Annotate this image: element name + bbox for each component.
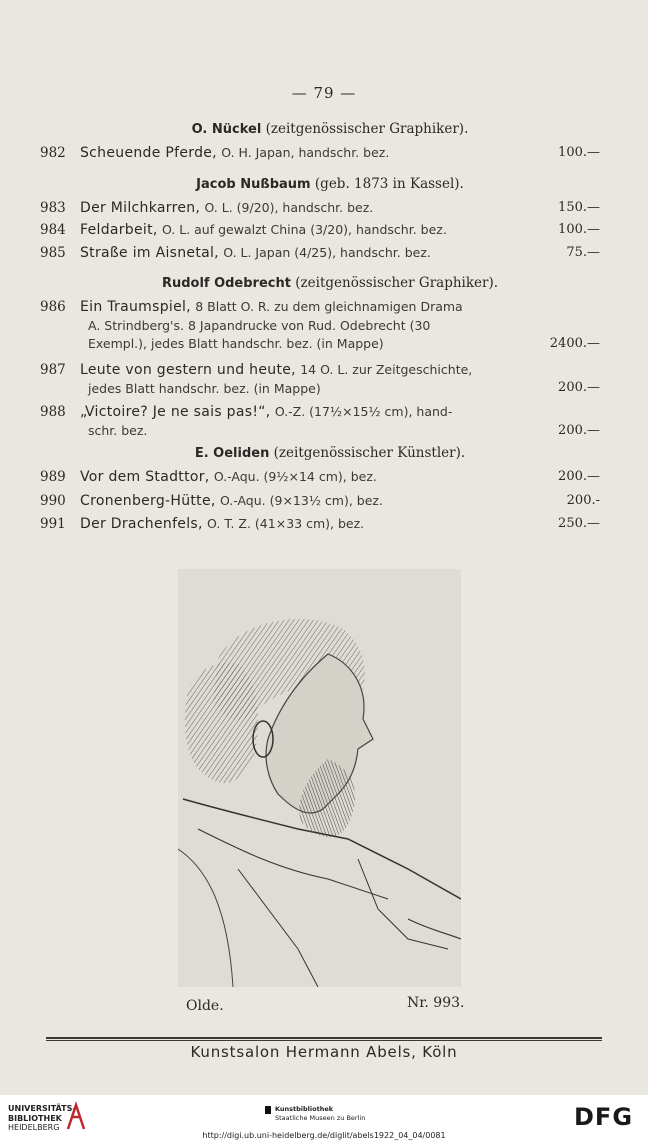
artwork-desc: O. L. Japan (4/25), handschr. bez. <box>223 245 431 260</box>
price: 250.— <box>558 516 600 531</box>
artwork-desc: O.-Aqu. (9×13½ cm), bez. <box>219 493 383 508</box>
catalog-entry <box>40 298 600 354</box>
kb-line-1: Kunstbibliothek <box>275 1105 334 1113</box>
artist-name: Jacob Nußbaum <box>196 177 311 192</box>
artist-name: E. Oeliden <box>194 446 270 461</box>
kb-square-icon <box>265 1106 271 1114</box>
artwork-title: Straße im Aisnetal, <box>80 245 219 261</box>
lot-number: 983 <box>40 200 66 216</box>
artwork-title: Der Drachenfels, <box>80 516 203 532</box>
artwork-desc: O. T. Z. (41×33 cm), bez. <box>207 516 365 531</box>
price: 200.— <box>558 469 600 484</box>
lot-number: 984 <box>40 222 66 238</box>
section-heading-odebrecht <box>60 275 600 291</box>
artwork-title: Der Milchkarren, <box>80 200 201 216</box>
artwork-desc: O. L. (9/20), handschr. bez. <box>204 200 374 215</box>
artwork-desc-line2: A. Strindberg's. 8 Japandrucke von Rud. Odebrecht (30 <box>88 317 431 333</box>
library-line-1: UNIVERSITÄTS- <box>8 1104 76 1113</box>
lot-number: 991 <box>40 516 66 532</box>
kunstbibliothek-logo[interactable] <box>275 1105 365 1123</box>
artwork-desc: O. H. Japan, handschr. bez. <box>221 145 390 160</box>
artwork-desc-line2: schr. bez. <box>88 422 148 438</box>
lot-number: 990 <box>40 493 66 509</box>
dfg-logo[interactable]: DFG <box>574 1103 634 1131</box>
kb-line-2: Staatliche Museen zu Berlin <box>275 1114 366 1122</box>
price: 200.— <box>558 380 600 395</box>
library-mark-icon <box>66 1101 86 1131</box>
artwork-desc: O. L. auf gewalzt China (3/20), handschr. bez. <box>161 222 447 237</box>
price: 100.— <box>558 145 600 160</box>
library-line-3: HEIDELBERG <box>8 1123 60 1132</box>
price: 200.— <box>558 423 600 438</box>
price: 150.— <box>558 200 600 215</box>
section-heading-nussbaum <box>60 176 600 192</box>
lot-number: 988 <box>40 404 66 420</box>
artwork-desc: 8 Blatt O. R. zu dem gleichnamigen Drama <box>195 299 463 314</box>
section-heading-oeliden <box>60 445 600 461</box>
lot-number: 982 <box>40 145 66 161</box>
digitization-footer <box>0 1095 648 1142</box>
artwork-title: Leute von gestern und heute, <box>80 362 296 378</box>
section-heading-nueckel <box>60 121 600 137</box>
artwork-desc: O.-Z. (17½×15½ cm), hand- <box>274 404 453 419</box>
divider <box>46 1040 602 1041</box>
price: 100.— <box>558 222 600 237</box>
lot-number: 987 <box>40 362 66 378</box>
artwork-desc-line2: jedes Blatt handschr. bez. (in Mappe) <box>88 380 321 396</box>
publisher-line: Kunstsalon Hermann Abels, Köln <box>190 1043 458 1061</box>
artwork-title: „Victoire? Je ne sais pas!“, <box>80 404 271 420</box>
artist-note: (zeitgenössischer Graphiker). <box>295 275 499 291</box>
source-url-link[interactable]: http://digi.ub.uni-heidelberg.de/diglit/abels1922_04_04/0081 <box>202 1131 446 1140</box>
lot-number: 986 <box>40 299 66 315</box>
lot-number: 985 <box>40 245 66 261</box>
price: 75.— <box>566 245 600 260</box>
divider <box>46 1037 602 1039</box>
catalog-entry <box>40 403 600 441</box>
portrait-sketch <box>178 569 461 987</box>
price: 200.- <box>566 493 600 508</box>
catalog-entry <box>40 361 600 399</box>
plate-artist-caption: Olde. <box>186 998 224 1014</box>
library-line-2: BIBLIOTHEK <box>8 1113 62 1123</box>
page-number: — 79 — <box>291 84 357 102</box>
portrait-etching-image <box>178 569 461 987</box>
artwork-desc: 14 O. L. zur Zeitgeschichte, <box>300 362 473 377</box>
artwork-title: Cronenberg-Hütte, <box>80 493 216 509</box>
artist-name: Rudolf Odebrecht <box>161 276 291 291</box>
artist-note: (geb. 1873 in Kassel). <box>314 176 464 192</box>
artwork-title: Ein Traumspiel, <box>80 299 191 315</box>
artist-note: (zeitgenössischer Graphiker). <box>265 121 469 137</box>
artwork-title: Vor dem Stadttor, <box>80 469 210 485</box>
price: 2400.— <box>549 336 600 351</box>
artist-note: (zeitgenössischer Künstler). <box>273 445 466 461</box>
artwork-desc-line3: Exempl.), jedes Blatt handschr. bez. (in Mappe) <box>88 336 384 351</box>
artwork-desc: O.-Aqu. (9½×14 cm), bez. <box>213 469 377 484</box>
artist-name: O. Nückel <box>191 122 262 137</box>
artwork-title: Feldarbeit, <box>80 222 158 238</box>
lot-number: 989 <box>40 469 66 485</box>
plate-number-caption: Nr. 993. <box>407 995 465 1011</box>
artwork-title: Scheuende Pferde, <box>80 145 217 161</box>
